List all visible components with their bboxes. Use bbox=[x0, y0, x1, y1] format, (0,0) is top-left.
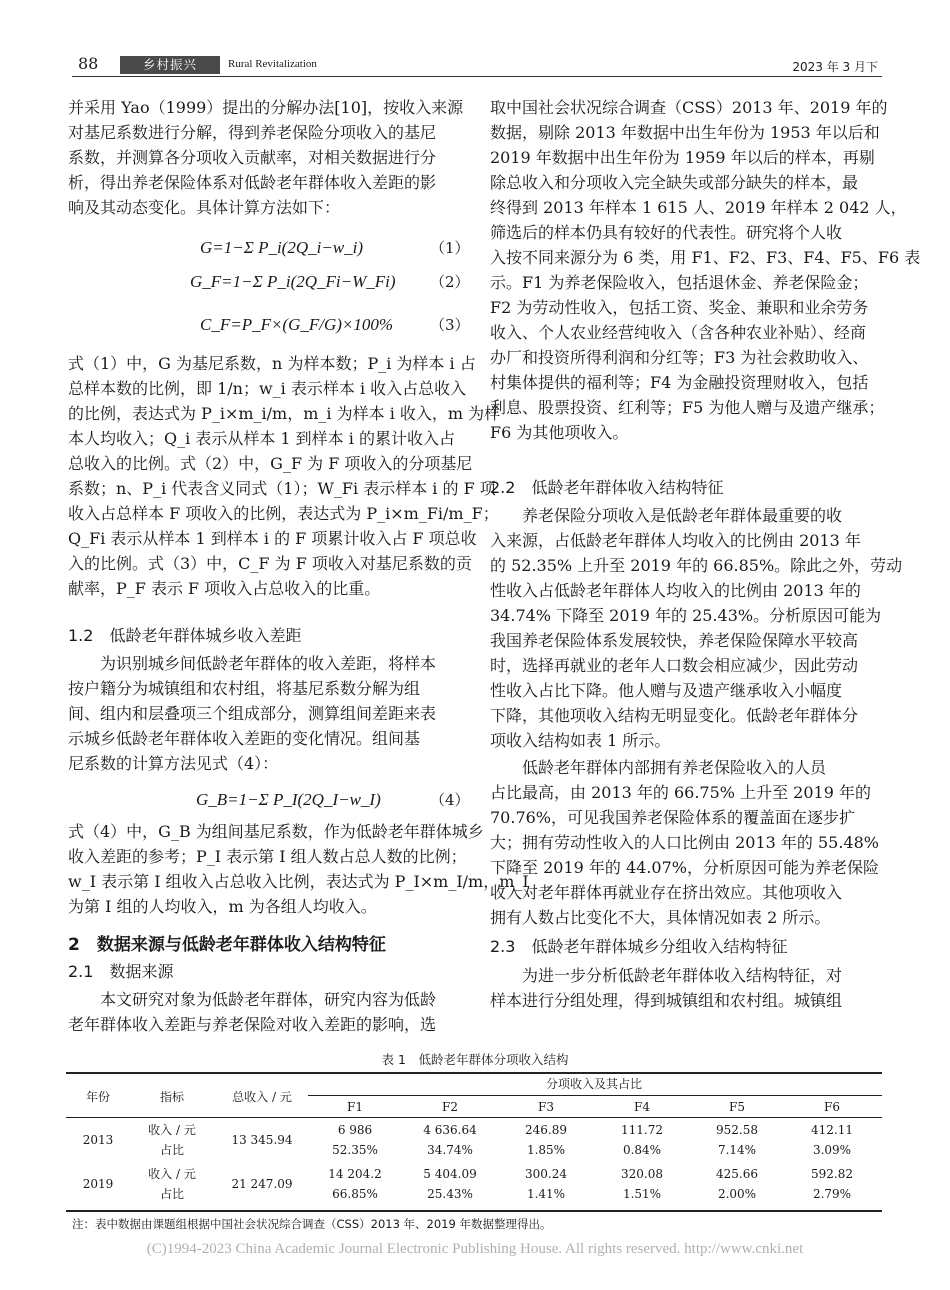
paragraph-line: 收入差距的参考；P_I 表示第 I 组人数占总人数的比例； bbox=[68, 847, 467, 866]
paragraph-line: F2 为劳动性收入，包括工资、奖金、兼职和业余劳务 bbox=[490, 298, 869, 317]
table-note: 注：表中数据由课题组根据中国社会状况综合调查（CSS）2013 年、2019 年数据整理得出。 bbox=[72, 1217, 552, 1231]
column-name-en: Rural Revitalization bbox=[228, 58, 317, 70]
table-cell-income: 6 986 bbox=[337, 1123, 373, 1137]
paragraph-line: 下降，其他项收入结构无明显变化。低龄老年群体分 bbox=[490, 706, 859, 725]
table-bottom-rule bbox=[66, 1210, 882, 1212]
paragraph-line: 办厂和投资所得利润和分红等；F3 为社会救助收入、 bbox=[490, 348, 869, 367]
table-cell-indicator: 收入 / 元 bbox=[148, 1123, 196, 1137]
table-cell-income: 592.82 bbox=[811, 1167, 853, 1181]
table-cell-total: 21 247.09 bbox=[231, 1177, 293, 1191]
paragraph-line: 析，得出养老保险体系对低龄老年群体收入差距的影 bbox=[68, 173, 437, 192]
paragraph-line: 总样本数的比例，即 1/n；w_i 表示样本 i 收入占总收入 bbox=[68, 379, 467, 398]
paragraph-line: 收入对老年群体再就业存在挤出效应。其他项收入 bbox=[490, 883, 843, 902]
table-header-year: 年份 bbox=[85, 1090, 110, 1104]
paragraph-line: 拥有人数占比变化不大，具体情况如表 2 所示。 bbox=[490, 908, 831, 927]
table-cell-share: 7.14% bbox=[717, 1143, 757, 1157]
header-rule bbox=[72, 76, 882, 77]
paragraph-line: 取中国社会状况综合调查（CSS）2013 年、2019 年的 bbox=[490, 98, 888, 117]
table-header-col: F2 bbox=[442, 1100, 458, 1114]
issue-date: 2023 年 3 月下 bbox=[792, 60, 878, 74]
paragraph-line: 间、组内和层叠项三个组成部分，测算组间差距来表 bbox=[68, 704, 437, 723]
equation-3-number: （3） bbox=[430, 316, 470, 334]
table-cell-income: 111.72 bbox=[621, 1123, 663, 1137]
paragraph-line: w_I 表示第 I 组收入占总收入比例，表达式为 P_I×m_I/m，m_I bbox=[68, 872, 529, 891]
paragraph-line: Q_Fi 表示从样本 1 到样本 i 的 F 项累计收入占 F 项总收 bbox=[68, 529, 477, 548]
paragraph-line: 收入、个人农业经营纯收入（含各种农业补贴）、经商 bbox=[490, 323, 867, 342]
table-cell-share: 34.74% bbox=[427, 1143, 473, 1157]
paragraph-line: 的 52.35% 上升至 2019 年的 66.85%。除此之外，劳动 bbox=[490, 556, 903, 575]
paragraph-line: 总收入的比例。式（2）中，G_F 为 F 项收入的分项基尼 bbox=[68, 454, 473, 473]
table-header-col: F4 bbox=[634, 1100, 650, 1114]
copyright-footer: (C)1994-2023 China Academic Journal Electronic Publishing House. All rights reserved. http://www.cnki.net bbox=[146, 1241, 804, 1257]
table-cell-share: 1.41% bbox=[526, 1187, 566, 1201]
paragraph-line: 占比最高，由 2013 年的 66.75% 上升至 2019 年的 bbox=[490, 783, 871, 802]
paragraph-line: 时，选择再就业的老年人口数会相应减少，因此劳动 bbox=[490, 656, 859, 675]
table-header-col: F6 bbox=[824, 1100, 840, 1114]
table-cell-share: 52.35% bbox=[332, 1143, 378, 1157]
table-cell-share: 2.79% bbox=[812, 1187, 852, 1201]
paragraph-line: 性收入占低龄老年群体人均收入的比例由 2013 年的 bbox=[490, 581, 861, 600]
paragraph-line: 本文研究对象为低龄老年群体，研究内容为低龄 bbox=[68, 990, 437, 1009]
table-cell-income: 4 636.64 bbox=[423, 1123, 477, 1137]
section-heading-2-3: 2.3 低龄老年群体城乡分组收入结构特征 bbox=[490, 937, 788, 956]
table-cell-income: 300.24 bbox=[525, 1167, 567, 1181]
paragraph-line: 的比例，表达式为 P_i×m_i/m，m_i 为样本 i 收入，m 为样 bbox=[68, 404, 501, 423]
equation-1-number: （1） bbox=[430, 239, 470, 257]
paragraph-line: 入按不同来源分为 6 类，用 F1、F2、F3、F4、F5、F6 表 bbox=[490, 248, 921, 267]
paragraph-line: 我国养老保险体系发展较快，养老保险保障水平较高 bbox=[490, 631, 859, 650]
table-cell-indicator: 占比 bbox=[159, 1143, 184, 1157]
paragraph-line: 大；拥有劳动性收入的人口比例由 2013 年的 55.48% bbox=[490, 833, 879, 852]
paragraph-line: 性收入占比下降。他人赠与及遗产继承收入小幅度 bbox=[490, 681, 843, 700]
table-cell-share: 3.09% bbox=[812, 1143, 852, 1157]
paragraph-line: 为第 I 组的人均收入，m 为各组人均收入。 bbox=[68, 897, 377, 916]
equation-1: G=1−Σ P_i(2Q_i−w_i) bbox=[200, 238, 364, 257]
paragraph-line: 对基尼系数进行分解，得到养老保险分项收入的基尼 bbox=[68, 123, 437, 142]
table-cell-income: 412.11 bbox=[811, 1123, 853, 1137]
paragraph-line: 本人均收入；Q_i 表示从样本 1 到样本 i 的累计收入占 bbox=[68, 429, 455, 448]
paragraph-line: 养老保险分项收入是低龄老年群体最重要的收 bbox=[490, 506, 843, 525]
paragraph-line: 式（4）中，G_B 为组间基尼系数，作为低龄老年群体城乡 bbox=[68, 822, 484, 841]
paragraph-line: 除总收入和分项收入完全缺失或部分缺失的样本，最 bbox=[490, 173, 859, 192]
paragraph-line: 数据，剔除 2013 年数据中出生年份为 1953 年以后和 bbox=[490, 123, 880, 142]
table-cell-share: 1.51% bbox=[622, 1187, 662, 1201]
paragraph-line: 2019 年数据中出生年份为 1959 年以后的样本，再剔 bbox=[490, 148, 875, 167]
paragraph-line: 入的比例。式（3）中，C_F 为 F 项收入对基尼系数的贡 bbox=[68, 554, 472, 573]
section-heading-2: 2 数据来源与低龄老年群体收入结构特征 bbox=[68, 935, 386, 955]
table-cell-share: 25.43% bbox=[427, 1187, 473, 1201]
equation-4: G_B=1−Σ P_I(2Q_I−w_I) bbox=[196, 790, 381, 809]
paragraph-line: 项收入结构如表 1 所示。 bbox=[490, 731, 671, 750]
equation-4-number: （4） bbox=[430, 791, 470, 809]
paragraph-line: 下降至 2019 年的 44.07%，分析原因可能为养老保险 bbox=[490, 858, 879, 877]
equation-2: G_F=1−Σ P_i(2Q_Fi−W_Fi) bbox=[190, 272, 396, 291]
paragraph-line: 系数；n、P_i 代表含义同式（1）；W_Fi 表示样本 i 的 F 项 bbox=[68, 479, 496, 498]
table-header-group: 分项收入及其占比 bbox=[545, 1077, 642, 1091]
column-name: 乡村振兴 bbox=[120, 56, 220, 74]
table-header-rule bbox=[66, 1117, 882, 1118]
table-header-total: 总收入 / 元 bbox=[232, 1090, 292, 1104]
section-heading-2-2: 2.2 低龄老年群体收入结构特征 bbox=[490, 478, 724, 497]
paragraph-line: 样本进行分组处理，得到城镇组和农村组。城镇组 bbox=[490, 991, 843, 1010]
table-cell-indicator: 占比 bbox=[159, 1187, 184, 1201]
paragraph-line: 响及其动态变化。具体计算方法如下： bbox=[68, 198, 341, 217]
paragraph-line: 低龄老年群体内部拥有养老保险收入的人员 bbox=[490, 758, 827, 777]
paragraph-line: 老年群体收入差距与养老保险对收入差距的影响，选 bbox=[68, 1015, 437, 1034]
table-cell-income: 5 404.09 bbox=[423, 1167, 477, 1181]
paragraph-line: 示。F1 为养老保险收入，包括退休金、养老保险金； bbox=[490, 273, 869, 292]
table-cell-income: 14 204.2 bbox=[328, 1167, 382, 1181]
table-top-rule bbox=[66, 1072, 882, 1074]
paragraph-line: 系数，并测算各分项收入贡献率，对相关数据进行分 bbox=[68, 148, 437, 167]
table-cell-share: 66.85% bbox=[332, 1187, 378, 1201]
table-cell-income: 320.08 bbox=[621, 1167, 663, 1181]
paragraph-line: 村集体提供的福利等；F4 为金融投资理财收入，包括 bbox=[490, 373, 869, 392]
table-title: 表 1 低龄老年群体分项收入结构 bbox=[381, 1052, 569, 1067]
table-cell-share: 1.85% bbox=[526, 1143, 566, 1157]
table-cell-total: 13 345.94 bbox=[231, 1133, 293, 1147]
page-number: 88 bbox=[78, 54, 99, 73]
paragraph-line: 34.74% 下降至 2019 年的 25.43%。分析原因可能为 bbox=[490, 606, 882, 625]
paragraph-line: F6 为其他项收入。 bbox=[490, 423, 629, 442]
paragraph-line: 献率，P_F 表示 F 项收入占总收入的比重。 bbox=[68, 579, 381, 598]
section-heading-1-2: 1.2 低龄老年群体城乡收入差距 bbox=[68, 626, 302, 645]
paragraph-line: 筛选后的样本仍具有较好的代表性。研究将个人收 bbox=[490, 223, 843, 242]
table-cell-share: 0.84% bbox=[622, 1143, 662, 1157]
paragraph-line: 利息、股票投资、红利等；F5 为他人赠与及遗产继承； bbox=[490, 398, 885, 417]
table-header-col: F1 bbox=[347, 1100, 363, 1114]
paragraph-line: 入来源，占低龄老年群体人均收入的比例由 2013 年 bbox=[490, 531, 861, 550]
paragraph-line: 示城乡低龄老年群体收入差距的变化情况。组间基 bbox=[68, 729, 421, 748]
paragraph-line: 收入占总样本 F 项收入的比例，表达式为 P_i×m_Fi/m_F； bbox=[68, 504, 499, 523]
section-heading-2-1: 2.1 数据来源 bbox=[68, 962, 174, 981]
table-cell-year: 2019 bbox=[82, 1177, 114, 1191]
table-cell-year: 2013 bbox=[82, 1133, 114, 1147]
paragraph-line: 尼系数的计算方法见式（4）： bbox=[68, 754, 279, 773]
table-header-col: F3 bbox=[538, 1100, 554, 1114]
paragraph-line: 70.76%，可见我国养老保险体系的覆盖面在逐步扩 bbox=[490, 808, 856, 827]
table-header-indicator: 指标 bbox=[159, 1090, 184, 1104]
table-cell-income: 246.89 bbox=[525, 1123, 567, 1137]
table-group-rule bbox=[308, 1095, 882, 1096]
table-cell-share: 2.00% bbox=[717, 1187, 757, 1201]
paragraph-line: 为识别城乡间低龄老年群体的收入差距，将样本 bbox=[68, 654, 437, 673]
paragraph-line: 终得到 2013 年样本 1 615 人、2019 年样本 2 042 人， bbox=[490, 198, 907, 217]
table-cell-indicator: 收入 / 元 bbox=[148, 1167, 196, 1181]
paragraph-line: 为进一步分析低龄老年群体收入结构特征，对 bbox=[490, 966, 843, 985]
equation-3: C_F=P_F×(G_F/G)×100% bbox=[200, 315, 394, 334]
table-cell-income: 425.66 bbox=[716, 1167, 758, 1181]
paragraph-line: 式（1）中，G 为基尼系数，n 为样本数；P_i 为样本 i 占 bbox=[68, 354, 476, 373]
paragraph-line: 并采用 Yao（1999）提出的分解办法[10]，按收入来源 bbox=[68, 98, 464, 117]
table-cell-income: 952.58 bbox=[716, 1123, 758, 1137]
paragraph-line: 按户籍分为城镇组和农村组，将基尼系数分解为组 bbox=[68, 679, 421, 698]
equation-2-number: （2） bbox=[430, 273, 470, 291]
table-header-col: F5 bbox=[729, 1100, 745, 1114]
